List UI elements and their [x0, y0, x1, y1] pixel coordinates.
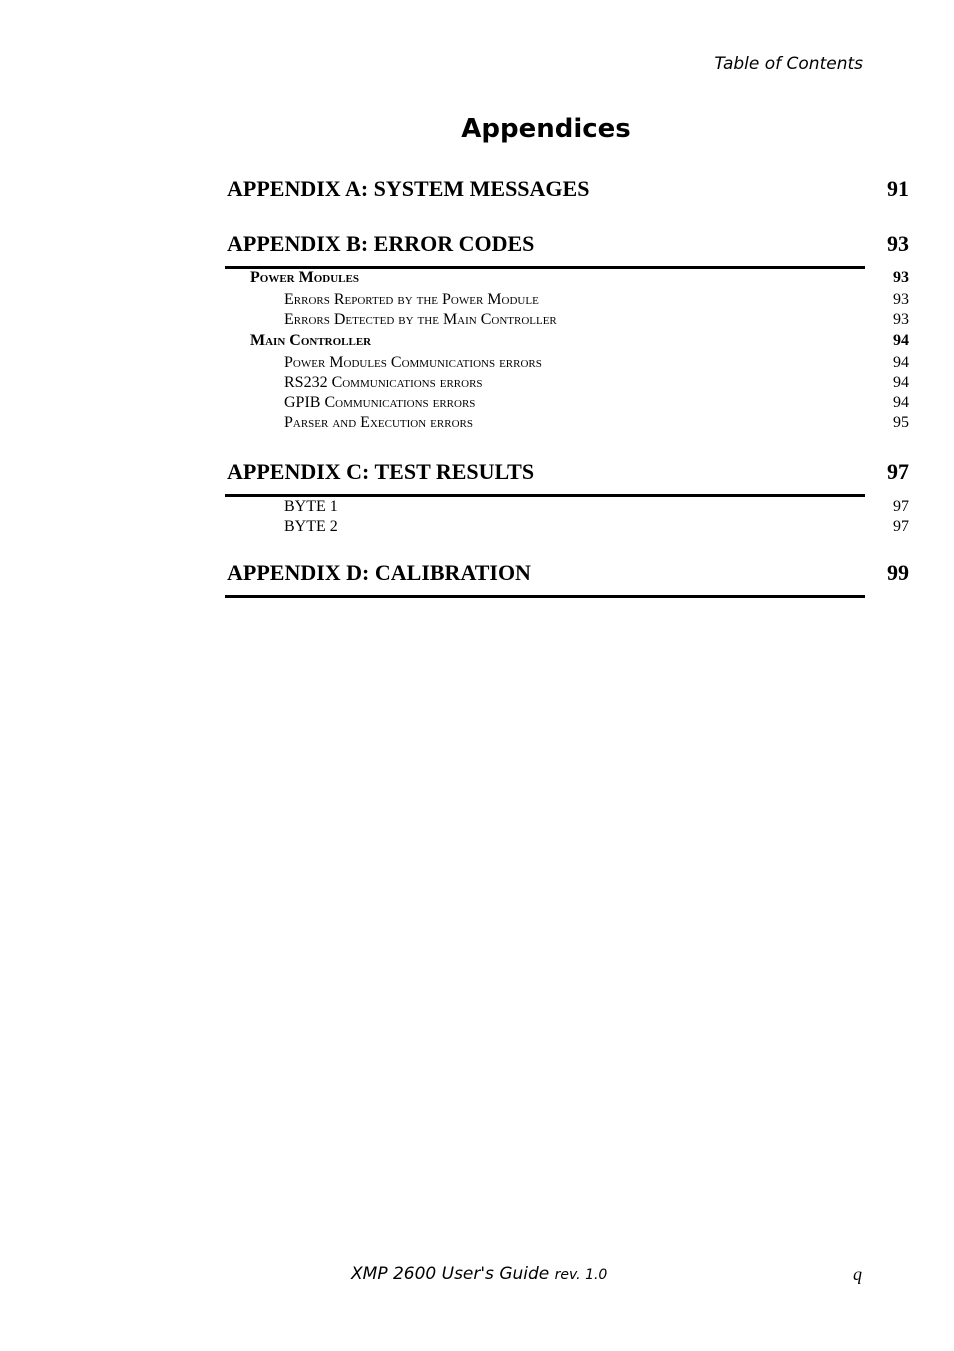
toc-entry-title: APPENDIX D: CALIBRATION	[227, 560, 531, 585]
toc-entry-title: Errors Reported by the Power Module	[284, 291, 539, 308]
toc-entry-title: APPENDIX A: SYSTEM MESSAGES	[227, 176, 590, 201]
running-head: Table of Contents	[714, 54, 863, 74]
toc-entry-page: 95	[893, 414, 909, 432]
toc-entry-parser-execution-errors[interactable]	[227, 414, 909, 434]
toc-entry-appendix-d[interactable]	[227, 560, 909, 594]
footer-page-number: q	[853, 1264, 862, 1284]
toc-entry-page: 91	[887, 176, 909, 201]
toc-entry-title: GPIB Communications errors	[284, 394, 476, 412]
toc-entry-main-controller[interactable]	[227, 332, 909, 354]
toc-entry-page: 97	[893, 518, 909, 536]
toc-entry-page: 93	[893, 291, 909, 308]
toc-entry-page: 94	[893, 373, 909, 391]
toc-entry-errors-detected[interactable]	[227, 311, 909, 331]
toc-entry-gpib-comm-errors[interactable]	[227, 394, 909, 414]
toc-entry-title: Power Modules Communications errors	[284, 353, 542, 371]
toc-entry-title: APPENDIX C: TEST RESULTS	[227, 459, 535, 484]
toc-entry-title: BYTE 2	[284, 518, 338, 536]
toc-entry-appendix-b[interactable]	[227, 231, 909, 265]
toc-entry-page: 99	[887, 560, 909, 585]
footer-guide-title: XMP 2600 User's Guide	[351, 1264, 550, 1284]
toc-entry-power-modules[interactable]	[227, 269, 909, 291]
toc-entry-appendix-c[interactable]	[227, 459, 909, 493]
toc-entry-page: 94	[893, 331, 909, 349]
toc-entry-appendix-a[interactable]	[227, 176, 909, 210]
toc-entry-byte-2[interactable]	[227, 518, 909, 538]
footer-revision: rev. 1.0	[554, 1267, 608, 1283]
toc-entry-rs232-comm-errors[interactable]	[227, 374, 909, 394]
toc-entry-errors-reported[interactable]	[227, 291, 909, 311]
toc-entry-title: APPENDIX B: ERROR CODES	[227, 231, 535, 256]
toc-appendix-a	[227, 176, 909, 210]
toc-entry-page: 94	[893, 353, 909, 371]
toc-entry-page: 97	[893, 498, 909, 515]
toc-entry-title: BYTE 1	[284, 498, 338, 515]
toc-appendix-d	[227, 560, 909, 594]
toc-entry-page: 93	[893, 311, 909, 329]
page-title: Appendices	[461, 114, 631, 144]
toc-entry-page: 93	[893, 269, 909, 286]
toc-entry-page: 97	[887, 459, 909, 484]
toc-entry-title: Parser and Execution errors	[284, 414, 473, 432]
toc-entry-title: Errors Detected by the Main Controller	[284, 311, 557, 329]
toc-entry-page: 93	[887, 231, 909, 256]
toc-entry-title: Power Modules	[250, 269, 359, 286]
toc-entry-title: RS232 Communications errors	[284, 373, 483, 391]
toc-entry-page: 94	[893, 394, 909, 412]
toc-appendix-b	[227, 231, 909, 435]
toc-entry-power-modules-comm-errors[interactable]	[227, 354, 909, 374]
toc-entry-byte-1[interactable]	[227, 498, 909, 518]
toc-entry-title: Main Controller	[250, 331, 372, 349]
footer-guide	[351, 1264, 607, 1284]
toc-appendix-c	[227, 459, 909, 539]
